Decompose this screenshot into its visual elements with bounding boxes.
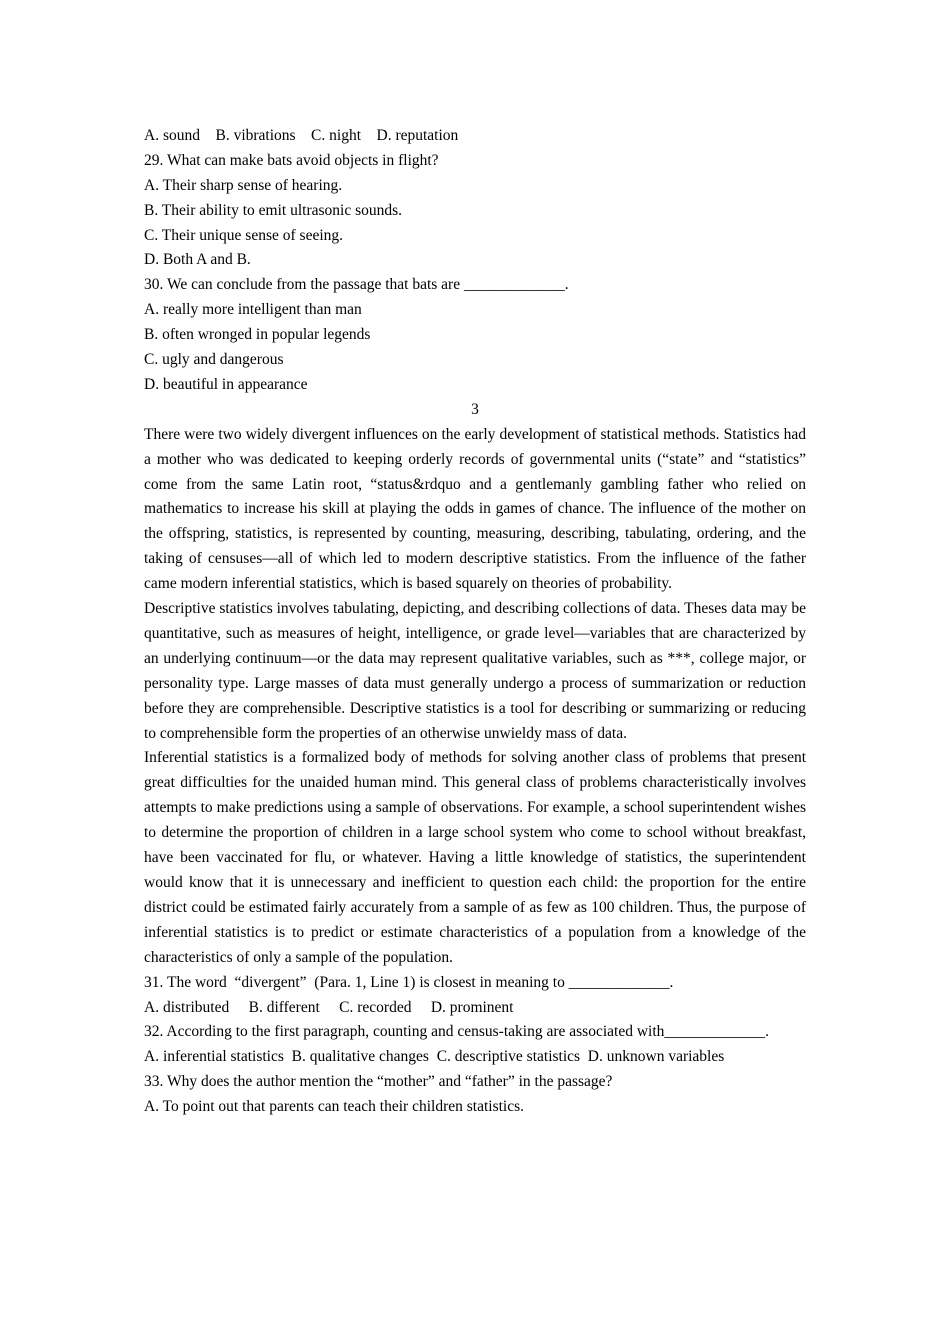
q29-option-a: A. Their sharp sense of hearing. xyxy=(144,176,343,194)
q30-option-b: B. often wronged in popular legends xyxy=(144,326,371,344)
q33-question: 33. Why does the author mention the “mother” and “father” in the passage? xyxy=(144,1073,613,1091)
q29-option-b: B. Their ability to emit ultrasonic sounds. xyxy=(144,201,403,219)
q30-option-a: A. really more intelligent than man xyxy=(144,301,362,319)
passage-paragraph-2: Descriptive statistics involves tabulating, depicting, and describing collections of data. Theses data may be quantitative, such as measures of height, intelligence, or grade level—variables that are characterized by an underlying continuum—or the data may represent qualitative variables, such as ***, college major, or personality type. Large masses of data must generally undergo a process of summarization or reduction before they are comprehensible. Descriptive statistics is a tool for describing or summarizing or reducing to comprehensible form the properties of an otherwise unwieldy mass of data. xyxy=(144,600,806,742)
q31-options: A. distributed B. different C. recorded D. prominent xyxy=(144,998,514,1016)
q32-options: A. inferential statistics B. qualitative changes C. descriptive statistics D. unknown variables xyxy=(144,1048,725,1066)
q30-question: 30. We can conclude from the passage that bats are _____________. xyxy=(144,276,569,294)
q32-question: 32. According to the first paragraph, counting and census-taking are associated with_____________. xyxy=(144,1023,770,1041)
passage-number: 3 xyxy=(471,400,479,418)
passage-paragraph-3: Inferential statistics is a formalized body of methods for solving another class of problems that present great difficulties for the unaided human mind. This general class of problems characteristically involves attempts to make predictions using a sample of observations. For example, a school superintendent wishes to determine the proportion of children in a large school system who come to school without breakfast, have been vaccinated for flu, or whatever. Having a little knowledge of statistics, the superintendent would know that it is unnecessary and inefficient to question each child: the proportion for the entire district could be estimated fairly accurately from a sample of as few as 100 children. Thus, the purpose of inferential statistics is to predict or estimate characteristics of a population from a knowledge of the characteristics of only a sample of the population. xyxy=(144,749,806,966)
document-page xyxy=(144,124,806,1120)
q33-option-a: A. To point out that parents can teach their children statistics. xyxy=(144,1098,524,1116)
q31-question: 31. The word “divergent” (Para. 1, Line 1) is closest in meaning to _____________. xyxy=(144,973,674,991)
q29-option-c: C. Their unique sense of seeing. xyxy=(144,226,344,244)
q30-option-c: C. ugly and dangerous xyxy=(144,351,284,369)
q29-option-d: D. Both A and B. xyxy=(144,251,251,269)
passage-paragraph-1: There were two widely divergent influences on the early development of statistical methods. Statistics had a mother who was dedicated to keeping orderly records of governmental units (“state” and “statistics” come from the same Latin root, “status&rdquo and a gentlemanly gambling father who relied on mathematics to increase his skill at playing the odds in games of chance. The influence of the mother on the offspring, statistics, is represented by counting, measuring, describing, tabulating, ordering, and the taking of censuses—all of which led to modern descriptive statistics. From the influence of the father came modern inferential statistics, which is based squarely on theories of probability. xyxy=(144,425,806,593)
q28-options: A. sound B. vibrations C. night D. reputation xyxy=(144,127,459,144)
q29-question: 29. What can make bats avoid objects in flight? xyxy=(144,151,439,169)
q30-option-d: D. beautiful in appearance xyxy=(144,375,308,393)
